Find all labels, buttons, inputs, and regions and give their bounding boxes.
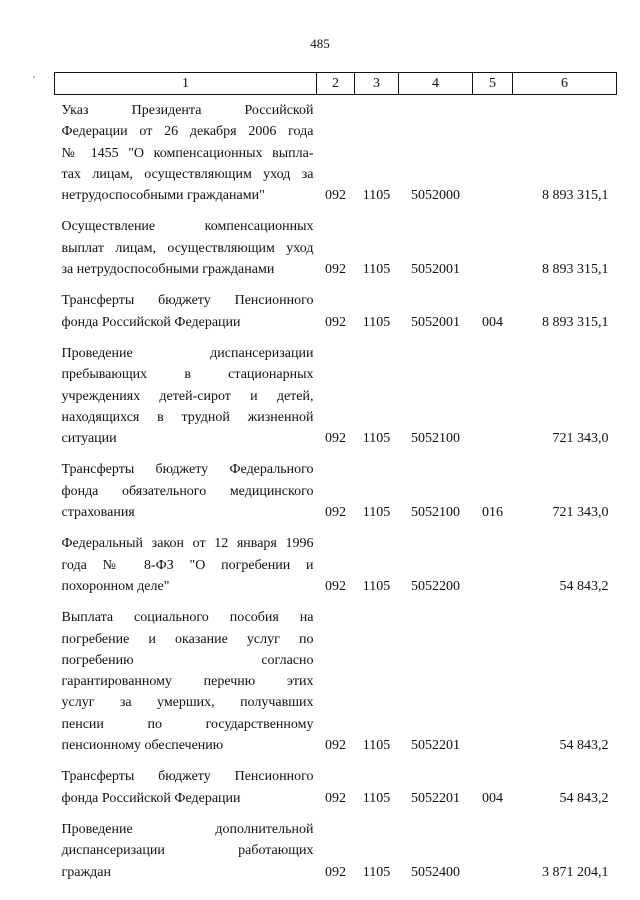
row-description [55,95,317,211]
target-article-code: 5052201 [411,738,460,754]
description-line: Трансферты бюджету Федерального [61,462,314,478]
description-line: фонда Российской Федерации [61,790,241,806]
section-code: 1105 [362,864,391,880]
table-row [55,337,617,453]
expense-type-code: 004 [482,790,503,806]
header-col-4: 4 [399,73,473,95]
description-line: выплат лицам, осуществляющим уход [61,240,314,256]
table-row [55,453,617,527]
amount: 8 893 315,1 [542,314,609,330]
header-col-2: 2 [317,73,355,95]
target-article-code: 5052001 [411,262,460,278]
ministry-code: 092 [325,738,346,754]
table-row [55,527,617,601]
expense-type-code: 004 [482,314,503,330]
section-code: 1105 [362,790,391,806]
row-description [55,527,317,601]
ministry-code: 092 [325,188,346,204]
description-line: Трансферты бюджету Пенсионного [61,769,314,785]
table-row [55,760,617,813]
amount: 54 843,2 [559,738,609,754]
description-line: фонда обязательного медицинского [61,483,314,499]
target-article-code: 5052201 [411,790,460,806]
expense-type-code: 016 [482,505,503,521]
description-line: граждан [61,864,111,880]
expense-type-code [473,527,513,601]
description-line: Указ Президента Российской [61,103,314,118]
row-description [55,760,317,813]
section-code: 1105 [362,505,391,521]
description-line: нетрудоспособными гражданами" [61,188,265,204]
table-row [55,210,617,284]
table-row [55,284,617,337]
ministry-code: 092 [325,864,346,880]
description-line: Трансферты бюджету Пенсионного [61,293,314,309]
description-line: услуг за умерших, получавших [61,695,314,711]
description-line: Выплата социального пособия на [61,610,314,626]
description-line: гарантированному перечню этих [61,674,314,690]
section-code: 1105 [362,431,391,447]
margin-mark: ' [33,75,35,86]
amount: 721 343,0 [552,431,609,447]
ministry-code: 092 [325,578,346,594]
description-line: ситуации [61,431,117,447]
section-code: 1105 [362,188,391,204]
table-row [55,813,617,887]
expense-type-code [473,95,513,211]
description-line: страхования [61,505,135,521]
table-row [55,95,617,211]
row-description [55,601,317,760]
target-article-code: 5052200 [411,578,460,594]
page-number: 485 [310,36,330,51]
description-line: диспансеризации работающих [61,843,314,859]
description-line: фонда Российской Федерации [61,314,241,330]
header-row [55,73,617,95]
description-line: Федерации от 26 декабря 2006 года [61,124,314,140]
description-line: пенсионному обеспечению [61,738,224,754]
description-line: похоронном деле" [61,578,170,594]
amount: 3 871 204,1 [542,864,609,880]
description-line: года № 8-ФЗ "О погребении и [61,557,314,573]
description-line: пенсии по государственному [61,716,314,732]
table-row [55,601,617,760]
target-article-code: 5052400 [411,864,460,880]
row-description [55,284,317,337]
description-line: Проведение диспансеризации [61,345,314,361]
ministry-code: 092 [325,314,346,330]
row-description [55,453,317,527]
header-col-3: 3 [355,73,399,95]
expense-type-code [473,813,513,887]
ministry-code: 092 [325,505,346,521]
expense-type-code [473,210,513,284]
ministry-code: 092 [325,431,346,447]
target-article-code: 5052001 [411,314,460,330]
expense-type-code [473,601,513,760]
description-line: тах лицам, осуществляющим уход за [61,166,314,182]
description-line: Проведение дополнительной [61,821,314,837]
section-code: 1105 [362,738,391,754]
row-description [55,337,317,453]
description-line: Осуществление компенсационных [61,219,314,235]
amount: 54 843,2 [559,790,609,806]
section-code: 1105 [362,262,391,278]
description-line: погребение и оказание услуг по [61,631,314,647]
header-col-6: 6 [513,73,617,95]
amount: 54 843,2 [559,578,609,594]
expense-type-code [473,337,513,453]
description-line: № 1455 "О компенсационных выпла- [61,145,314,161]
target-article-code: 5052000 [411,188,460,204]
amount: 721 343,0 [552,505,609,521]
description-line: Федеральный закон от 12 января 1996 [61,536,314,552]
row-description [55,813,317,887]
section-code: 1105 [362,578,391,594]
header-col-1: 1 [55,73,317,95]
amount: 8 893 315,1 [542,188,609,204]
description-line: за нетрудоспособными гражданами [61,262,275,278]
amount: 8 893 315,1 [542,262,609,278]
header-col-5: 5 [473,73,513,95]
description-line: находящихся в трудной жизненной [61,409,314,425]
target-article-code: 5052100 [411,431,460,447]
budget-table [54,72,617,887]
section-code: 1105 [362,314,391,330]
ministry-code: 092 [325,262,346,278]
description-line: погребению согласно [61,652,314,668]
row-description [55,210,317,284]
target-article-code: 5052100 [411,505,460,521]
table-body [55,95,617,887]
ministry-code: 092 [325,790,346,806]
description-line: пребывающих в стационарных [61,367,314,383]
description-line: учреждениях детей-сирот и детей, [61,388,314,404]
